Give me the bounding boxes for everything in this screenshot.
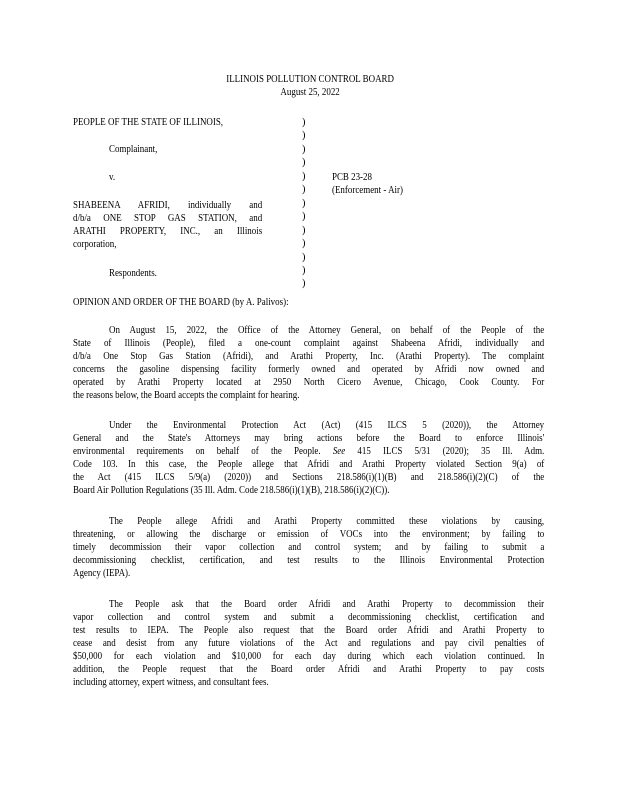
caption-paren: ) [302, 197, 306, 209]
caption-people: PEOPLE OF THE STATE OF ILLINOIS, [73, 117, 224, 128]
caption-paren: ) [302, 238, 306, 250]
citation-signal: See [332, 446, 346, 457]
caption-paren: ) [302, 224, 306, 236]
caption-paren: ) [302, 211, 306, 223]
board-name: ILLINOIS POLLUTION CONTROL BOARD [226, 74, 394, 85]
caption-paren: ) [302, 157, 306, 169]
caption-respondent-line: d/b/a ONE STOP GAS STATION, and [73, 213, 263, 224]
paragraph-line: Code 103. In this case, the People allege that Afridi and Arathi Property violated Section 9(a) of [73, 459, 545, 470]
caption-paren: ) [302, 170, 306, 182]
paragraph-line: Agency (IEPA). [73, 568, 131, 579]
paragraph-line: test results to IEPA. The People also request that the Board order Afridi and Arathi Property to [73, 625, 545, 636]
caption-paren: ) [302, 264, 306, 276]
paragraph-line: operated by Arathi Property located at 2950 North Cicero Avenue, Chicago, Cook County. For [73, 377, 545, 388]
paragraph-line: d/b/a One Stop Gas Station (Afridi), and Arathi Property, Inc. (Arathi Property). The complaint [73, 351, 545, 362]
paragraph-line: The People allege Afridi and Arathi Property committed these violations by causing, [109, 516, 545, 527]
paragraph-line: Under the Environmental Protection Act (Act) (415 ILCS 5 (2020)), the Attorney [109, 420, 545, 431]
caption-complainant: Complainant, [109, 144, 158, 155]
caption-paren: ) [302, 130, 306, 142]
caption-paren: ) [302, 117, 306, 128]
caption-paren: ) [302, 278, 306, 290]
paragraph-line: the Act (415 ILCS 5/9(a) (2020)) and Sections 218.586(i)(1)(B) and 218.586(i)(2)(C) of the [73, 472, 545, 483]
caption-paren: ) [302, 143, 306, 155]
caption-respondents: Respondents. [109, 268, 157, 279]
caption-respondent-line: corporation, [73, 239, 117, 250]
paragraph-line: Board Air Pollution Regulations (35 Ill. Adm. Code 218.586(i)(1)(B), 218.586(i)(2)(C)). [73, 485, 390, 496]
paragraph-line: vapor collection and control system and submit a decommissioning checklist, certification and [73, 612, 545, 623]
paragraph-line: decommissioning checklist, certification, and test results to the Illinois Environmental Protection [73, 555, 545, 566]
case-type: (Enforcement - Air) [332, 185, 403, 196]
paragraph-line: environmental requirements on behalf of the People. See 415 ILCS 5/31 (2020); 35 Ill. Adm. [73, 446, 545, 457]
opinion-heading: OPINION AND ORDER OF THE BOARD (by A. Palivos): [73, 297, 289, 308]
paragraph-line: The People ask that the Board order Afridi and Arathi Property to decommission their [109, 599, 545, 610]
paragraph-line: State of Illinois (People), filed a one-count complaint against Shabeena Afridi, individually and [73, 338, 545, 349]
paragraph-line: addition, the People request that the Board order Afridi and Arathi Property to pay costs [73, 664, 545, 675]
caption-paren: ) [302, 184, 306, 196]
caption-respondent-line: ARATHI PROPERTY, INC., an Illinois [73, 226, 263, 237]
paragraph-line: cease and desist from any future violations of the Act and regulations and pay civil penalties of [73, 638, 545, 649]
paragraph-line: $50,000 for each violation and $10,000 for each day during which each violation continued. In [73, 651, 545, 662]
paragraph-line: On August 15, 2022, the Office of the Attorney General, on behalf of the People of the [109, 325, 545, 336]
caption-paren: ) [302, 251, 306, 263]
paragraph-line: timely decommission their vapor collection and control system; and by failing to submit a [73, 542, 545, 553]
paragraph-line: threatening, or allowing the discharge or emission of VOCs into the environment; by failing to [73, 529, 545, 540]
caption-versus: v. [109, 172, 116, 183]
paragraph-line: the reasons below, the Board accepts the complaint for hearing. [73, 390, 300, 401]
order-date: August 25, 2022 [280, 87, 340, 98]
case-number: PCB 23-28 [332, 172, 372, 183]
paragraph-line: concerns the gasoline dispensing facility formerly owned and operated by Afridi now owned and [73, 364, 545, 375]
paragraph-line: General and the State's Attorneys may bring actions before the Board to enforce Illinois' [73, 433, 545, 444]
caption-respondent-line: SHABEENA AFRIDI, individually and [73, 200, 263, 211]
paragraph-line: including attorney, expert witness, and consultant fees. [73, 677, 269, 688]
